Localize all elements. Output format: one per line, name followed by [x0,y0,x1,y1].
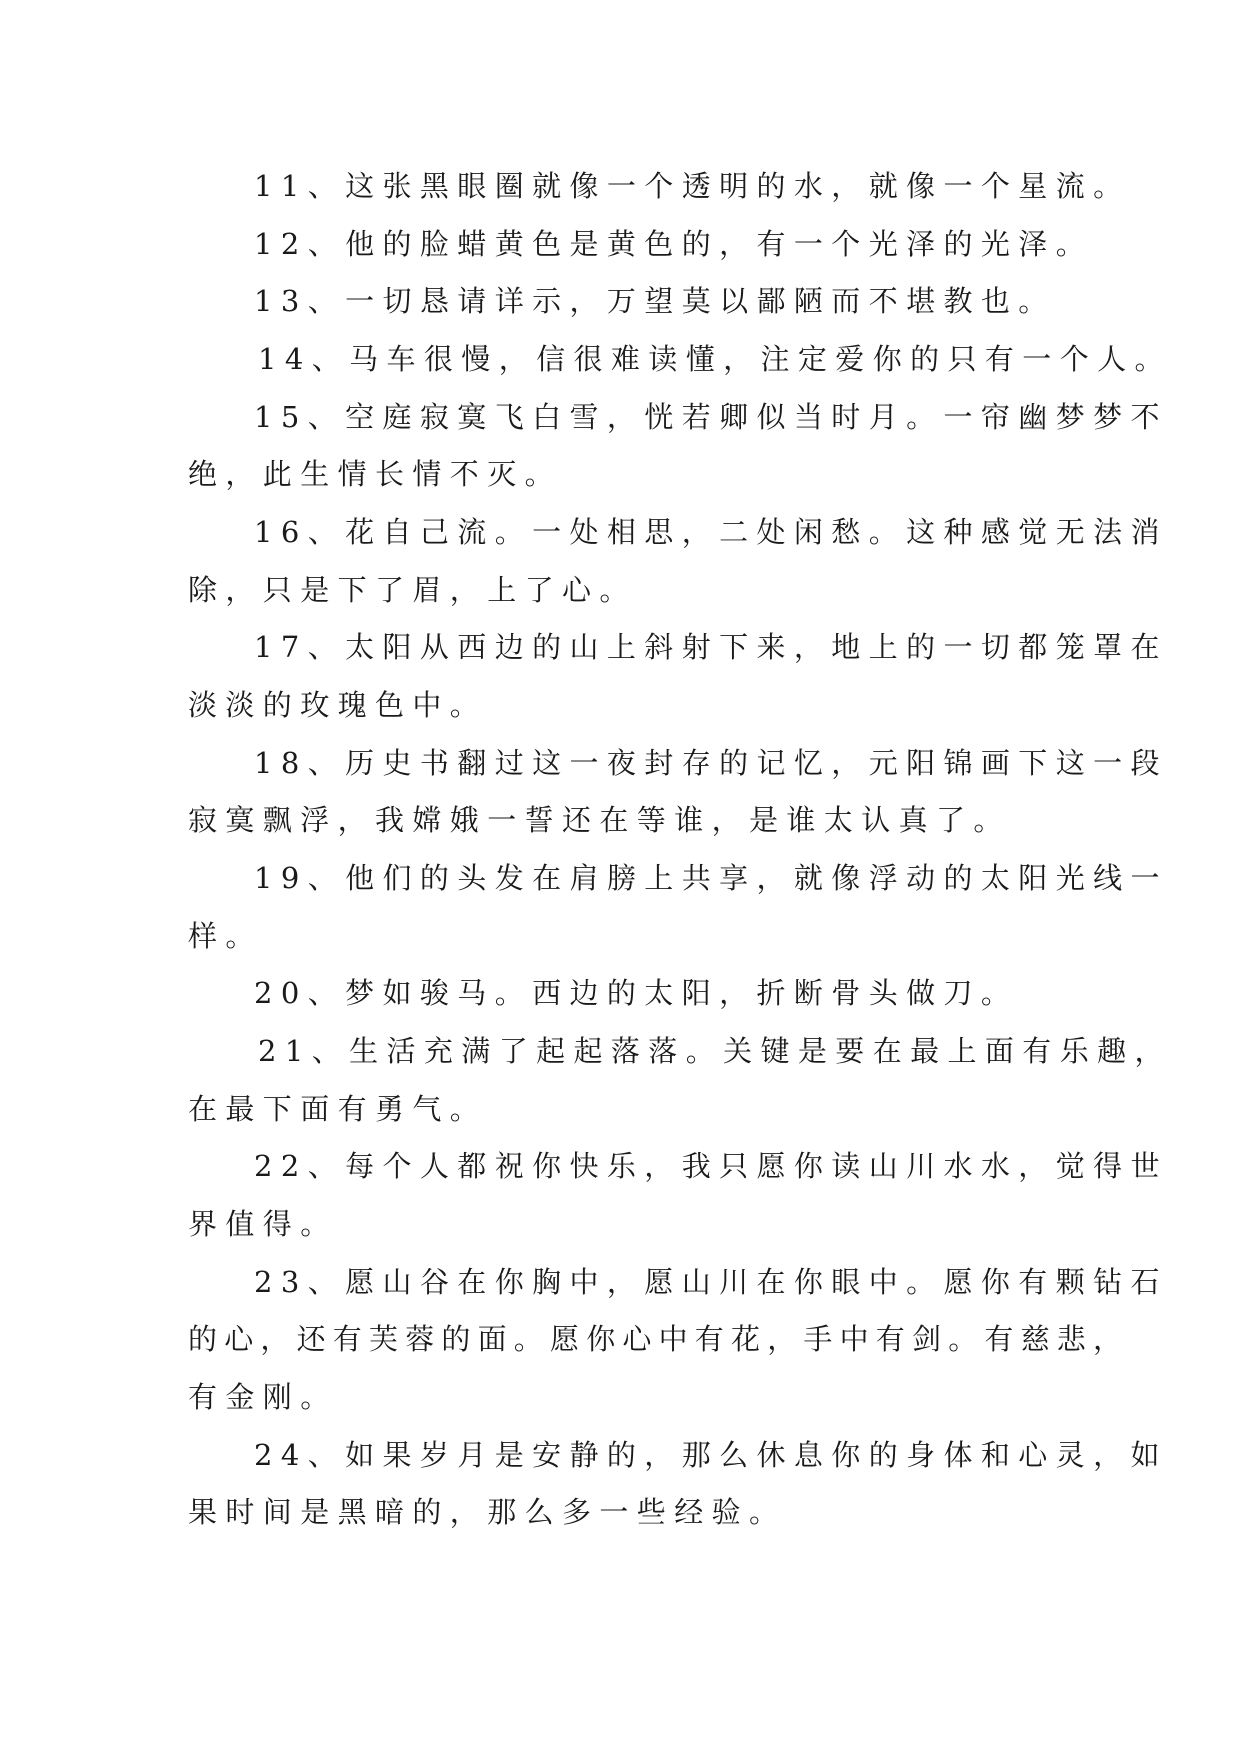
paragraph-20-line-1: 20、梦如骏马。西边的太阳，折断骨头做刀。 [254,976,1019,1010]
paragraph-19-line-2: 样。 [188,919,263,953]
paragraph-24-line-2: 果时间是黑暗的，那么多一些经验。 [188,1495,787,1529]
paragraph-11-line-1: 11、这张黑眼圈就像一个透明的水，就像一个星流。 [254,169,1131,203]
paragraph-15-line-2: 绝，此生情长情不灭。 [188,457,563,491]
paragraph-16-line-1: 16、花自己流。一处相思，二处闲愁。这种感觉无法消 [254,515,1168,549]
paragraph-17-line-2: 淡淡的玫瑰色中。 [188,688,488,722]
paragraph-12-line-1: 12、他的脸蜡黄色是黄色的，有一个光泽的光泽。 [254,227,1094,261]
paragraph-17-line-1: 17、太阳从西边的山上斜射下来，地上的一切都笼罩在 [254,630,1168,664]
paragraph-13-line-1: 13、一切恳请详示，万望莫以鄙陋而不堪教也。 [254,284,1056,318]
paragraph-18-line-2: 寂寞飘浮，我嫦娥一誓还在等谁，是谁太认真了。 [188,803,1011,837]
paragraph-23-line-1: 23、愿山谷在你胸中，愿山川在你眼中。愿你有颗钻石 [254,1265,1168,1299]
paragraph-21-line-2: 在最下面有勇气。 [188,1092,488,1126]
paragraph-18-line-1: 18、历史书翻过这一夜封存的记忆，元阳锦画下这一段 [254,746,1168,780]
paragraph-23-line-3: 有金刚。 [188,1380,338,1414]
paragraph-22-line-2: 界值得。 [188,1207,338,1241]
paragraph-22-line-1: 22、每个人都祝你快乐，我只愿你读山川水水，觉得世 [254,1149,1168,1183]
paragraph-21-line-1: 21、生活充满了起起落落。关键是要在最上面有乐趣， [258,1034,1172,1068]
paragraph-19-line-1: 19、他们的头发在肩膀上共享，就像浮动的太阳光线一 [254,861,1168,895]
paragraph-15-line-1: 15、空庭寂寞飞白雪，恍若卿似当时月。一帘幽梦梦不 [254,400,1168,434]
paragraph-24-line-1: 24、如果岁月是安静的，那么休息你的身体和心灵，如 [254,1438,1168,1472]
paragraph-14-line-1: 14、马车很慢，信很难读懂，注定爱你的只有一个人。 [258,342,1172,376]
paragraph-23-line-2: 的心，还有芙蓉的面。愿你心中有花，手中有剑。有慈悲， [188,1322,1130,1356]
paragraph-16-line-2: 除，只是下了眉，上了心。 [188,573,637,607]
